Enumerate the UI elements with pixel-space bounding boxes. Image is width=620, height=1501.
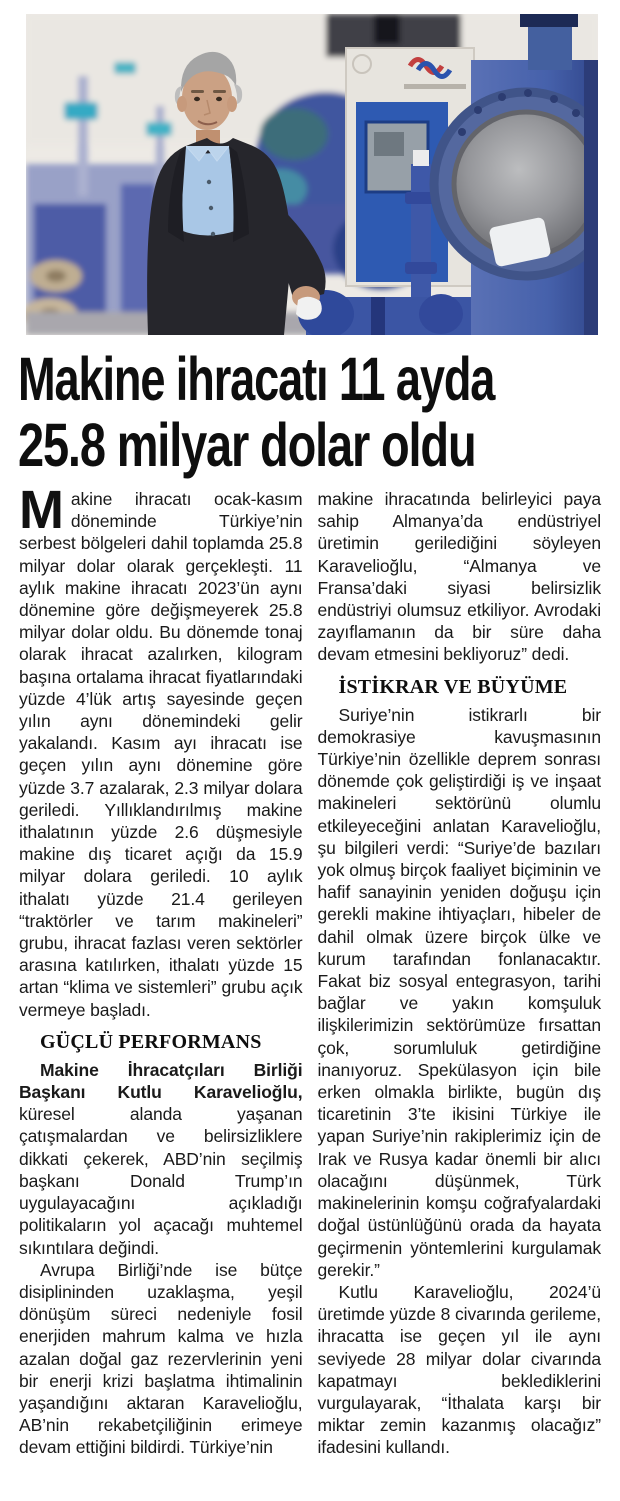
section-heading-strong-performance: GÜÇLÜ PERFORMANS [40,1030,262,1053]
right-column [318,488,602,1459]
germany-paragraph: makine ihracatında belirleyici paya sahip Almanya’da endüstriyel üretimin gerilediğini söyleyen Karavelioğlu, “Almanya ve Fransa’daki siyasi belirsizlik endüstriyi olumsuz etkiliyor. Avrodaki zayıflamanın da bir süre daha devam etmesini bekliyoruz” dedi. [317,489,601,665]
article-columns [0,478,620,1459]
karavelioglu-bold-lead: Makine İhracatçıları Birliği Başkanı Kutlu Karavelioğlu, [19,1059,303,1103]
karavelioglu-paragraph-text: küresel alanda yaşanan çatışmalardan ve belirsizliklere dikkati çekerek, ABD’nin seçilmiş başkanı Donald Trump’ın uygulayacağını açıkladığı politikaların yol açacağı muhtemel sıkıntılara değindi. [19,1104,303,1258]
shirt [180,146,238,236]
headline [0,346,620,478]
white-cloth [296,297,322,320]
karavelioglu-paragraph [19,1059,303,1259]
lead-paragraph [19,480,303,1021]
headline-line-2: 25.8 milyar dolar oldu [18,411,476,479]
factory-photo-illustration [26,14,598,335]
left-column [19,480,303,1459]
eu-paragraph: Avrupa Birliği’nde ise bütçe disiplininden uzaklaşma, yeşil dönüşüm süreci nedeniyle fosil enerjiden mahrum kalma ve hızla azalan doğal gaz rezervlerinin yeni bir enerji krizi başlatma ihtimalinin yaşandığını aktaran Karavelioğlu, AB’nin rekabetçiliğinin erimeye devam ettiğini bildirdi. Türkiye’nin [19,1259,303,1458]
headline-line-1: Makine ihracatı 11 ayda [18,345,495,413]
outlook-paragraph: Kutlu Karavelioğlu, 2024’ü üretimde yüzde 8 civarında gerileme, ihracatta ise geçen yıl ile aynı seviyede 28 milyar dolar civarında kapatmayı beklediklerini vurgulayarak, “İthalata karşı bir miktar zemin kazanmış olacağız” ifadesini kullandı. [317,1281,601,1458]
section-heading-stability-growth: İSTİKRAR VE BÜYÜME [338,675,568,698]
syria-paragraph: Suriye’nin istikrarlı bir demokrasiye kavuşmasının Türkiye’nin özellikle deprem sonrası dönemde çok geliştirdiği iş ve inşaat makineleri sektörünü olumlu etkileyeceğini anlatan Karavelioğlu, şu bilgileri verdi: “Suriye’de bazıları yok olmuş birçok faaliyet biçiminin ve hafif sanayinin yeniden doğuşu için gerekli makine ihtiyaçları, hibeler de dahil olmak üzere birçok ülke ve kurum tarafından fonlanacaktır. Fakat biz sosyal entegrasyon, tarihi bağlar ve yakın komşuluk ilişkilerimizin sektörümüze fırsattan çok, sorumluluk getirdiğine inanıyoruz. Spekülasyon için bile erken olmakla birlikte, bugün dış ticaretinin 3’te ikisini Türkiye ile yapan Suriye’nin rakiplerimiz için de Irak ve Rusya kadar önemli bir alıcı olacağını düşünmek, Türk makinelerinin komşu coğrafyalardaki doğal üstünlüğünü orada da hayata geçirmenin yöntemlerini kurgulamak gerekir.” [317,704,601,1280]
drop-cap: M [19,480,64,540]
lead-paragraph-text: akine ihracatı ocak-kasım döneminde Türkiye’nin serbest bölgeleri dahil toplamda 25.8 milyar dolar olarak gerçekleşti. 11 aylık makine ihracatı 2023’ün aynı dönemine göre değişmeyerek 25.8 milyar dolar oldu. Bu dönemde tonaj olarak ihracat azalırken, kilogram başına ortalama ihracat fiyatlarındaki yüzde 4’lük artış sayesinde geçen yılın aynı dönemindeki gelir yakalandı. Kasım ayı ihracatı ise geçen yılın aynı dönemine göre yüzde 3.7 azalarak, 2.3 milyar dolara geriledi. Yıllıklandırılmış makine ithalatının yüzde 2.6 düşmesiyle makine dış ticaret açığı da 15.9 milyar dolara geriledi. 10 aylık ithalatı yüzde 21.4 gerileyen “traktörler ve tarım makineleri” grubu, ihracat fazlası veren sektörler arasına katılırken, ithalatı yüzde 15 artan “klima ve sistemleri” grubu açık vermeye başladı. [19,489,303,1020]
article-photo [26,14,598,335]
